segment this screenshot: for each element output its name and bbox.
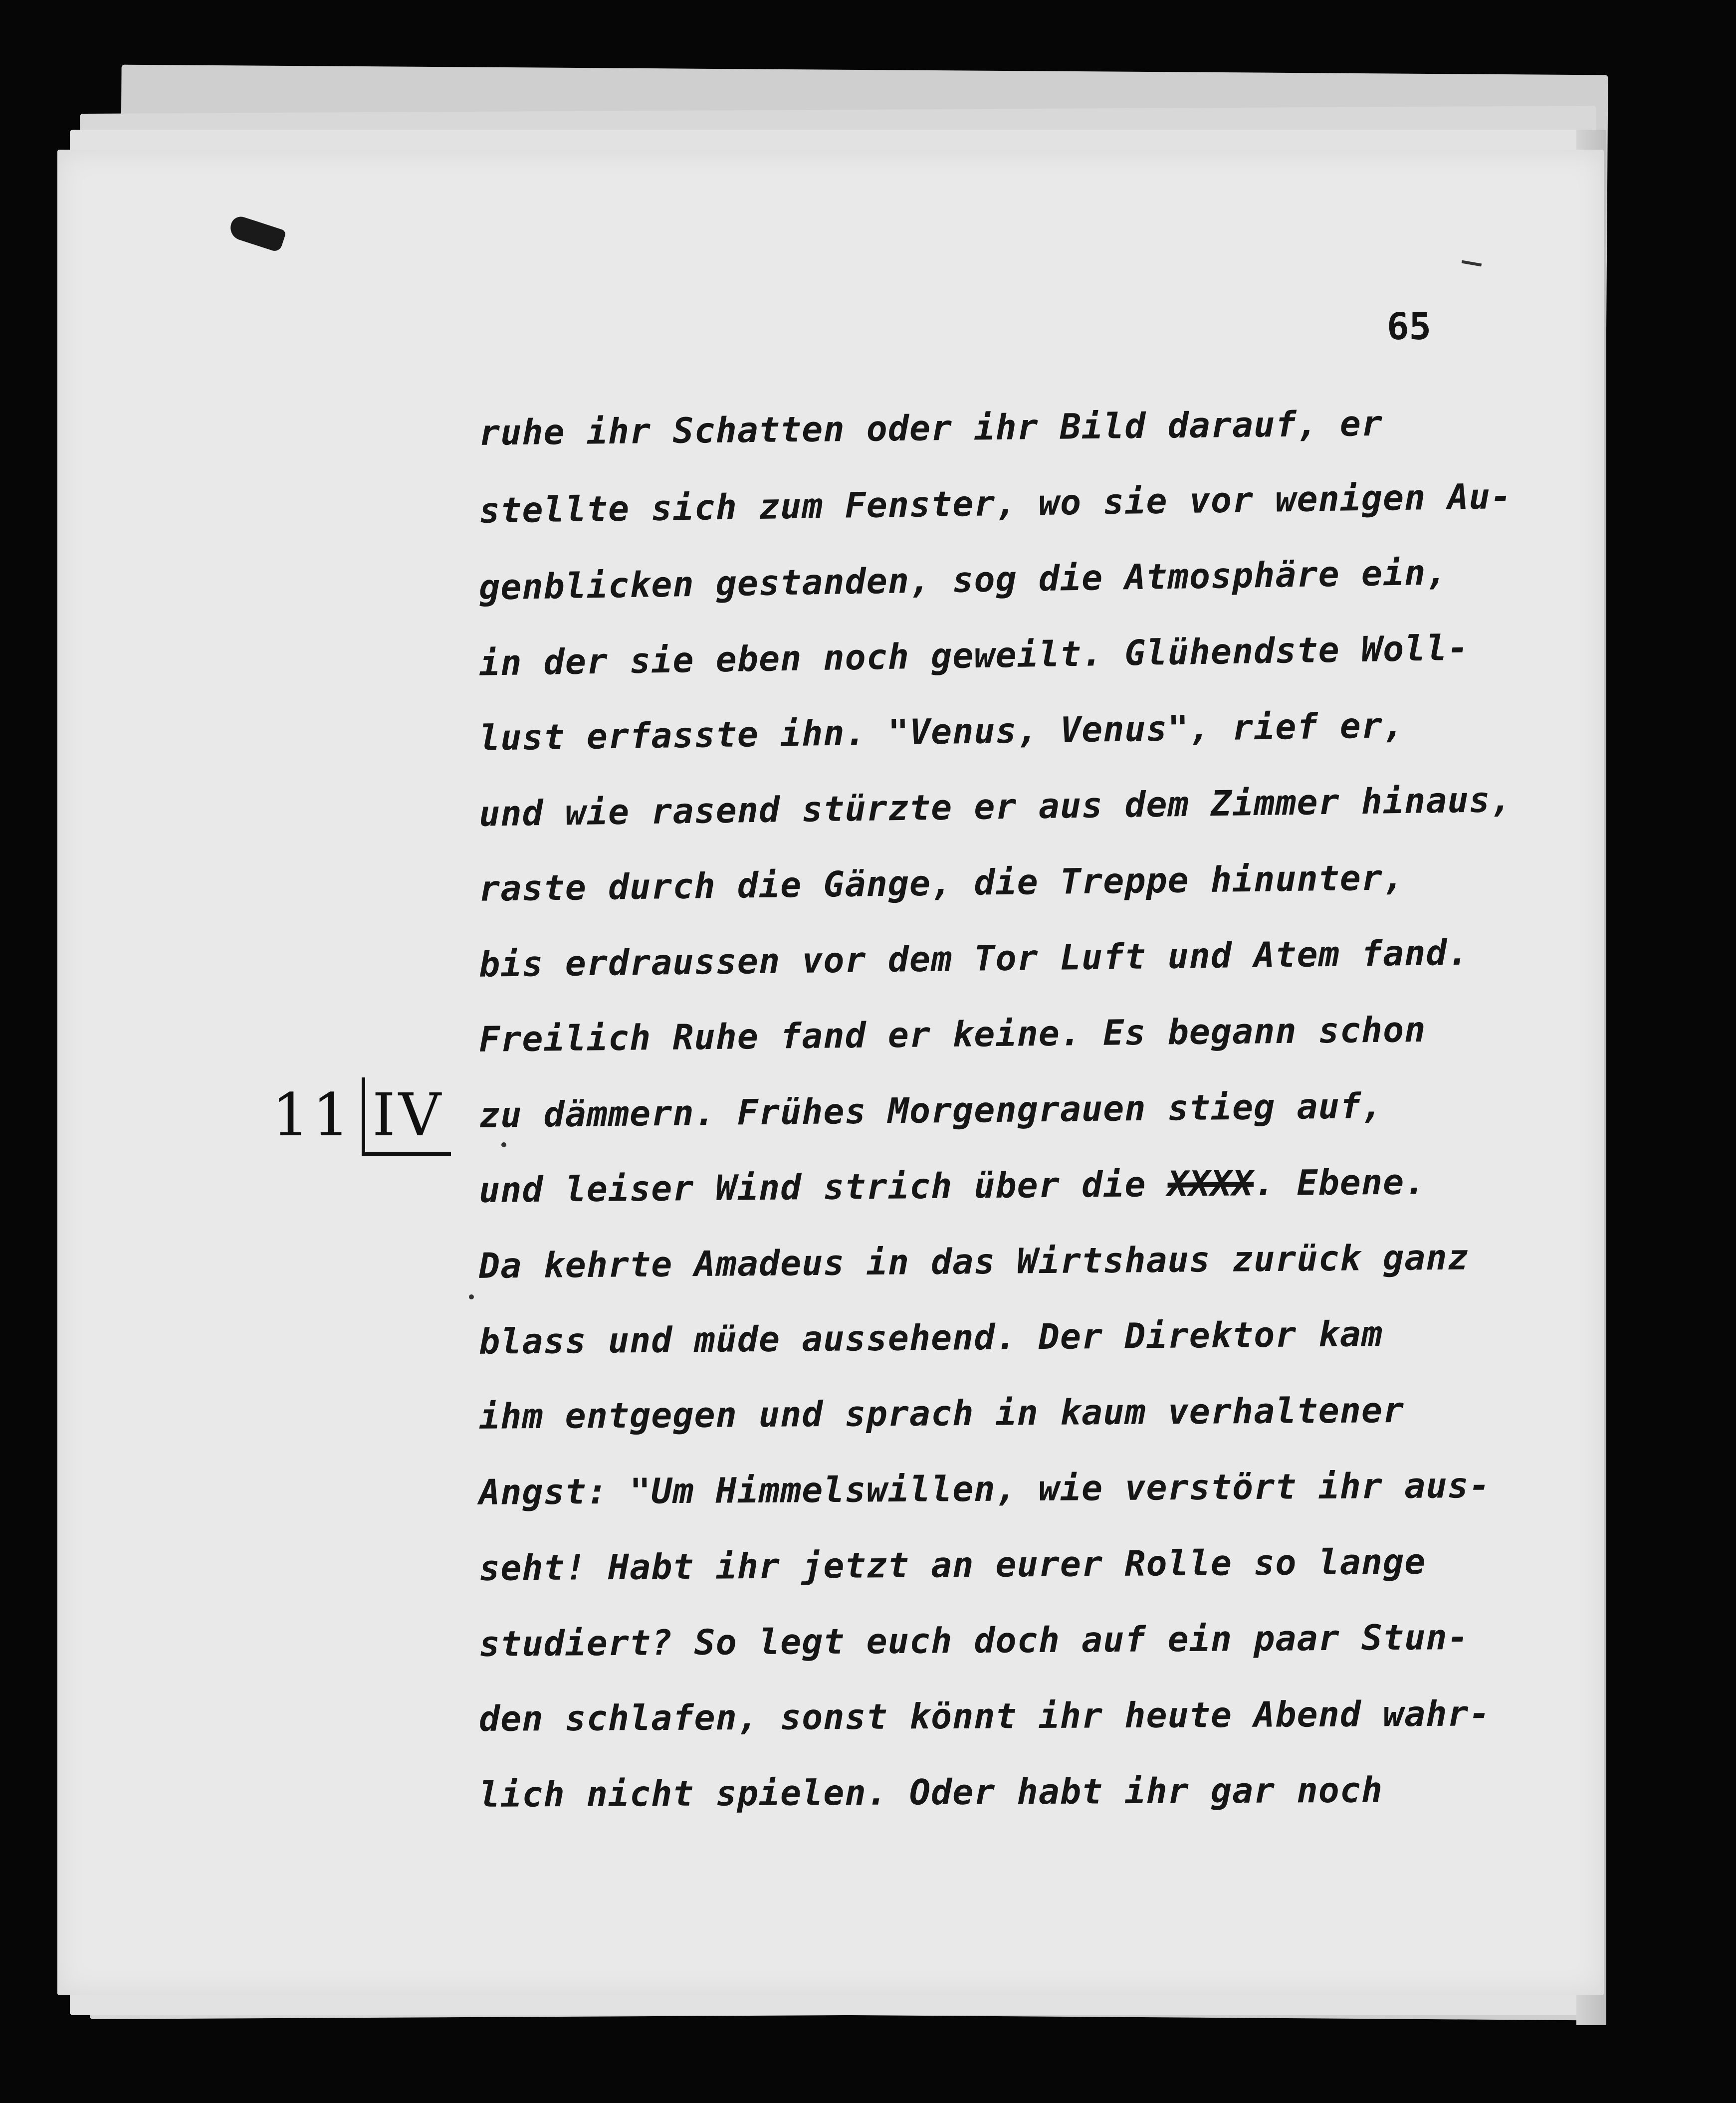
margin-annotation-roman: IV <box>362 1077 451 1156</box>
text-line: lich nicht spielen. Oder habt ihr gar noch <box>478 1769 1383 1815</box>
text-line: Freilich Ruhe fand er keine. Es begann schon <box>478 1009 1426 1060</box>
text-line: lust erfasste ihn. "Venus, Venus", rief er, <box>478 704 1405 759</box>
text-line: in der sie eben noch geweilt. Glühendste Woll- <box>478 627 1470 684</box>
page-number: 65 <box>1387 305 1432 348</box>
stray-dot <box>469 1294 474 1299</box>
text-line: bis erdraussen vor dem Tor Luft und Atem fand. <box>478 932 1470 985</box>
text-line: den schlafen, sonst könnt ihr heute Abend wahr- <box>478 1693 1491 1739</box>
margin-annotation-number: 11 <box>272 1080 353 1149</box>
text-line: seht! Habt ihr jetzt an eurer Rolle so lange <box>478 1541 1426 1589</box>
text-segment: und leiser Wind strich über die <box>478 1163 1168 1211</box>
margin-annotation <box>272 1077 451 1156</box>
text-line: Angst: "Um Himmelswillen, wie verstört ihr aus- <box>478 1465 1491 1513</box>
text-line: stellte sich zum Fenster, wo sie vor wenigen Au- <box>478 475 1513 531</box>
text-line: ruhe ihr Schatten oder ihr Bild darauf, er <box>478 403 1383 453</box>
text-line <box>478 1142 1606 1228</box>
text-line: genblicken gestanden, sog die Atmosphäre ein, <box>478 552 1448 608</box>
text-line: blass und müde aussehend. Der Direktor kam <box>478 1313 1383 1362</box>
text-line: Da kehrte Amadeus in das Wirtshaus zurück ganz <box>478 1237 1469 1286</box>
body-text <box>479 389 1606 1830</box>
text-line: und wie rasend stürzte er aus dem Zimmer hinaus, <box>478 779 1513 835</box>
text-line: zu dämmern. Frühes Morgengrauen stieg auf, <box>478 1085 1383 1136</box>
text-line: studiert? So legt euch doch auf ein paar Stun- <box>478 1617 1469 1665</box>
text-line: raste durch die Gänge, die Treppe hinunter, <box>478 857 1405 909</box>
crossed-out-text: XXXX <box>1167 1163 1254 1205</box>
text-line: ihm entgegen und sprach in kaum verhaltener <box>478 1389 1405 1437</box>
text-segment: . Ebene. <box>1253 1161 1426 1204</box>
